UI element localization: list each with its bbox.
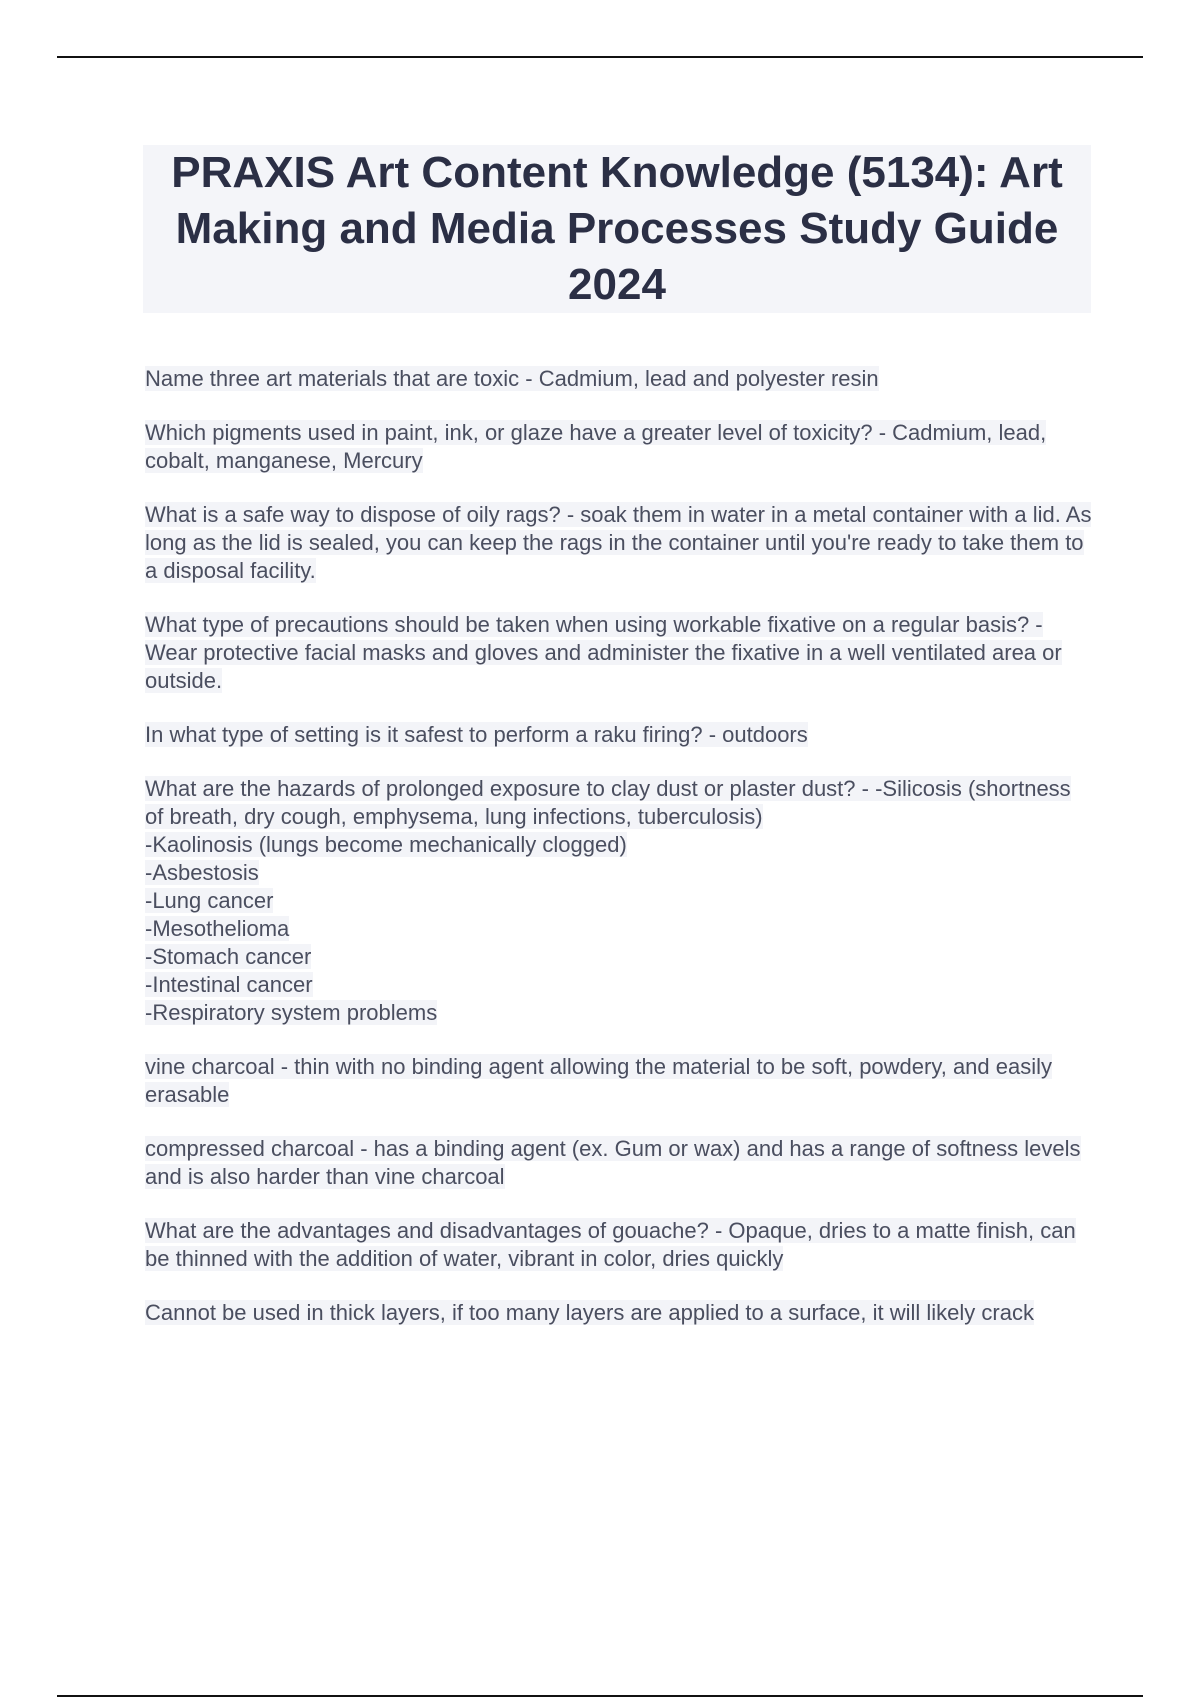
qa-text: In what type of setting is it safest to perform a raku firing? - outdoors xyxy=(145,722,808,747)
qa-entry-2 xyxy=(145,419,1095,475)
qa-entry-5 xyxy=(145,721,1095,749)
qa-text: Which pigments used in paint, ink, or glaze have a greater level of toxicity? - Cadmium, lead, cobalt, manganese, Mercury xyxy=(145,420,1047,473)
list-item: -Asbestosis xyxy=(145,860,259,885)
footer-rule xyxy=(57,1695,1143,1697)
qa-text: vine charcoal - thin with no binding agent allowing the material to be soft, powdery, and easily erasable xyxy=(145,1054,1053,1107)
qa-entry-10 xyxy=(145,1299,1095,1327)
qa-entry-4 xyxy=(145,611,1095,695)
qa-entry-7 xyxy=(145,1053,1095,1109)
document-body xyxy=(145,365,1095,1353)
list-item: -Respiratory system problems xyxy=(145,1000,438,1025)
qa-entry-9 xyxy=(145,1217,1095,1273)
qa-text: What is a safe way to dispose of oily rags? - soak them in water in a metal container with a lid. As long as the lid is sealed, you can keep the rags in the container until you're ready to take them to a disposal facility. xyxy=(145,502,1092,583)
qa-text: compressed charcoal - has a binding agent (ex. Gum or wax) and has a range of softness levels and is also harder than vine charcoal xyxy=(145,1136,1081,1189)
list-item: -Stomach cancer xyxy=(145,944,312,969)
qa-text: What are the hazards of prolonged exposure to clay dust or plaster dust? - -Silicosis (shortness of breath, dry cough, emphysema, lung infections, tuberculosis) xyxy=(145,776,1071,829)
qa-text: Name three art materials that are toxic - Cadmium, lead and polyester resin xyxy=(145,366,879,391)
list-item: -Intestinal cancer xyxy=(145,972,313,997)
qa-text: What type of precautions should be taken when using workable fixative on a regular basis? - Wear protective facial masks and gloves and administer the fixative in a well ventilated area or outside. xyxy=(145,612,1062,693)
list-item: -Lung cancer xyxy=(145,888,274,913)
document-title: PRAXIS Art Content Knowledge (5134): Art Making and Media Processes Study Guide 2024 xyxy=(171,148,1063,309)
qa-text: What are the advantages and disadvantages of gouache? - Opaque, dries to a matte finish, can be thinned with the addition of water, vibrant in color, dries quickly xyxy=(145,1218,1076,1271)
qa-entry-3 xyxy=(145,501,1095,585)
list-item: -Mesothelioma xyxy=(145,916,290,941)
qa-entry-6 xyxy=(145,775,1095,1027)
qa-text: Cannot be used in thick layers, if too many layers are applied to a surface, it will likely crack xyxy=(145,1300,1034,1325)
title-block xyxy=(143,145,1091,313)
qa-entry-1 xyxy=(145,365,1095,393)
qa-entry-8 xyxy=(145,1135,1095,1191)
header-rule xyxy=(57,56,1143,58)
list-item: -Kaolinosis (lungs become mechanically clogged) xyxy=(145,832,627,857)
